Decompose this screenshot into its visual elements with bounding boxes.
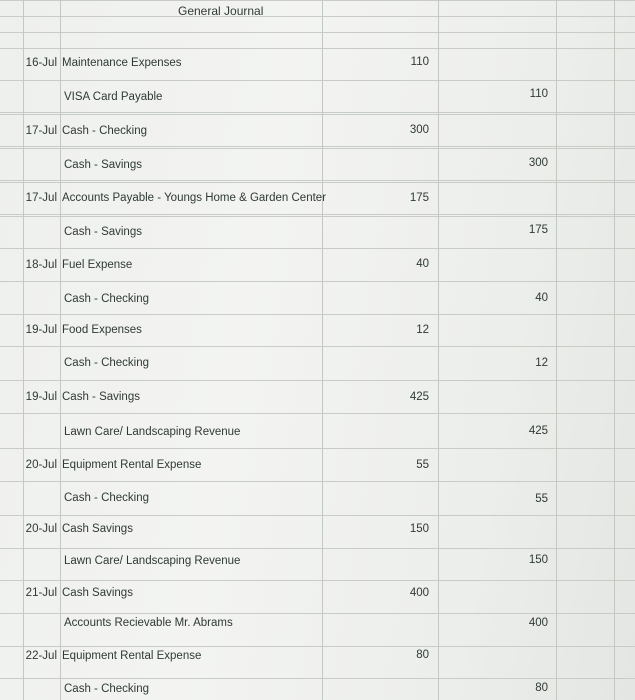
grid-row-line [0,182,635,183]
credit-amount: 175 [528,224,548,236]
credit-account: VISA Card Payable [64,91,163,103]
debit-amount: 55 [416,459,429,471]
grid-row-line [0,146,635,147]
debit-amount: 425 [409,391,429,403]
grid-row-line [0,646,635,647]
grid-row-line [0,380,635,381]
credit-amount: 150 [528,554,548,566]
grid-row-line [0,32,635,33]
grid-row-line [0,0,635,1]
entry-date: 20-Jul [25,523,57,535]
debit-amount: 150 [409,523,429,535]
grid-row-line [0,281,635,282]
grid-column-line [322,0,323,700]
entry-date: 19-Jul [25,391,57,403]
debit-account: Cash - Savings [62,391,140,403]
grid-row-line [0,114,635,115]
credit-amount: 400 [528,617,548,629]
grid-row-line [0,580,635,581]
grid-column-line [23,0,24,700]
credit-amount: 80 [535,682,548,694]
debit-account: Cash Savings [62,523,133,535]
entry-date: 17-Jul [25,125,57,137]
grid-row-line [0,314,635,315]
credit-account: Lawn Care/ Landscaping Revenue [64,555,241,567]
grid-row-line [0,515,635,516]
debit-amount: 40 [416,258,429,270]
entry-date: 19-Jul [25,324,57,336]
credit-account: Lawn Care/ Landscaping Revenue [64,426,241,438]
grid-row-line [0,48,635,49]
grid-row-line [0,180,635,181]
grid-column-line [60,0,61,700]
grid-row-line [0,112,635,113]
credit-amount: 55 [535,493,548,505]
credit-account: Cash - Savings [64,159,142,171]
grid-column-line [556,0,557,700]
entry-date: 18-Jul [25,259,57,271]
entry-date: 21-Jul [25,587,57,599]
credit-amount: 110 [529,88,548,100]
credit-amount: 425 [528,425,548,437]
entry-date: 20-Jul [25,459,57,471]
grid-row-line [0,80,635,81]
credit-account: Cash - Savings [64,226,142,238]
grid-column-line [438,0,439,700]
grid-row-line [0,613,635,614]
grid-row-line [0,248,635,249]
grid-row-line [0,548,635,549]
credit-amount: 12 [535,357,548,369]
grid-row-line [0,678,635,679]
entry-date: 17-Jul [25,192,57,204]
grid-row-line [0,448,635,449]
credit-account: Cash - Checking [64,357,150,369]
entry-date: 16-Jul [25,57,57,69]
debit-account: Maintenance Expenses [62,57,182,69]
grid-row-line [0,346,635,347]
debit-amount: 12 [416,324,429,336]
debit-account: Fuel Expense [62,259,133,271]
grid-column-line [614,0,615,700]
journal-title: General Journal [178,4,264,18]
debit-account: Equipment Rental Expense [62,650,202,662]
grid-row-line [0,148,635,149]
debit-amount: 175 [409,192,429,204]
debit-account: Accounts Payable - Youngs Home & Garden Center [62,192,327,204]
grid-row-line [0,214,635,215]
debit-amount: 80 [416,649,429,661]
debit-account: Food Expenses [62,324,142,336]
debit-account: Equipment Rental Expense [62,459,202,471]
grid-row-line [0,481,635,482]
entry-date: 22-Jul [25,650,57,662]
credit-account: Cash - Checking [64,683,150,695]
debit-amount: 110 [410,56,429,68]
debit-amount: 300 [409,124,429,136]
grid-row-line [0,413,635,414]
debit-account: Cash Savings [62,587,133,599]
credit-account: Cash - Checking [64,492,150,504]
grid-row-line [0,16,635,17]
debit-amount: 400 [409,587,429,599]
grid-row-line [0,216,635,217]
credit-amount: 300 [528,157,548,169]
debit-account: Cash - Checking [62,125,148,137]
credit-account: Accounts Recievable Mr. Abrams [64,617,233,629]
credit-amount: 40 [535,292,548,304]
credit-account: Cash - Checking [64,293,150,305]
